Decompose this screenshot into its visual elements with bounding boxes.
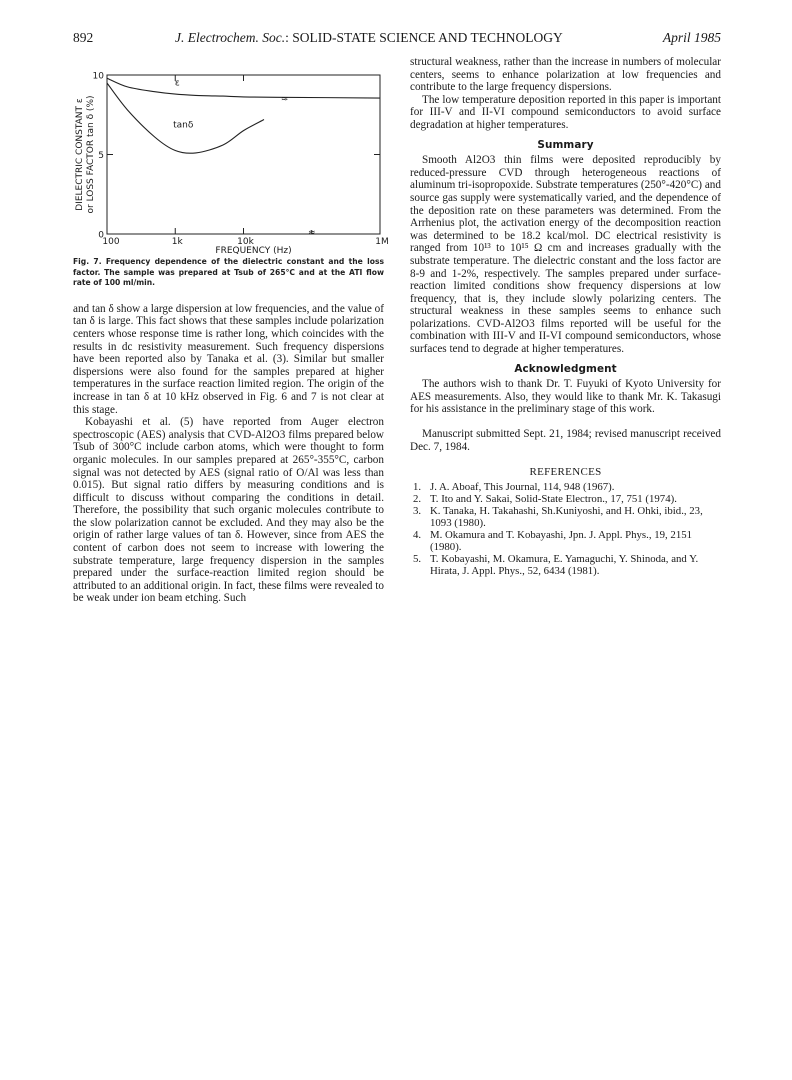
axis-break-symbol: ≈ <box>280 94 289 105</box>
page-number: 892 <box>73 30 94 45</box>
x-tick-label: 100 <box>102 237 120 247</box>
y-tick-label: 10 <box>92 71 104 82</box>
summary-text: Smooth Al2O3 thin films were deposited reproducibly by reduced-pressure CVD through heterogeneous reactions of aluminum tri-isopropoxide. Substrate temperatures (250°-420°C) and source gas supply were systematically varied, and the dependence of the deposition rate on these parameters was determined. From the Arrhenius plot, the activation energy of the decomposition reaction was determined to be 18.2 kcal/mol. DC electrical resistivity is ranged from 10¹³ to 10¹⁵ Ω cm and increases gradually with the substrate temperature. The dielectric constant and the loss factor are 8-9 and 1-2%, respectively. The samples prepared under surface-reaction limited conditions show frequency dispersions at low frequency, that is, they include slowly polarizing centers. The structural weakness in these samples seems to enhance such polarizations. CVD-Al2O3 films reported will be useful for the combination with III-V and II-VI compound semiconductors, whose surfaces tend to degrade at higher temperatures. <box>410 154 721 356</box>
intro-paragraph-1: structural weakness, rather than the increase in numbers of molecular centers, seems to enhance polarization at low frequencies and contribute to the large frequency dispersions. <box>410 56 721 94</box>
x-tick-label: 1k <box>171 237 183 247</box>
issue-date: April 1985 <box>662 30 721 45</box>
reference-text: K. Tanaka, H. Takahashi, Sh.Kuniyoshi, and H. Ohki, ibid., 23, 1093 (1980). <box>430 504 703 529</box>
reference-text: J. A. Aboaf, This Journal, 114, 948 (1967). <box>430 480 615 493</box>
plot-frame <box>107 75 380 234</box>
summary-heading: Summary <box>537 138 594 151</box>
curve-label-epsilon: ε <box>174 78 180 89</box>
acknowledgment-text: The authors wish to thank Dr. T. Fuyuki of Kyoto University for AES measurements. Also, they would like to thank Mr. K. Takasugi for his assistance in the preliminary stage of this work. <box>410 378 721 416</box>
axis-break-symbol: ≈ <box>307 228 316 238</box>
page-header <box>73 30 721 50</box>
y-axis-label-line-2: or LOSS FACTOR tan δ (%) <box>86 95 96 214</box>
reference-item <box>410 505 721 529</box>
y-tick-label: 0 <box>98 230 104 241</box>
reference-number: 1. <box>413 480 422 493</box>
figure-7 <box>73 56 389 256</box>
body-paragraph-1: and tan δ show a large dispersion at low frequencies, and the value of tan δ is large. This fact shows that these samples include polarization centers whose response time is rather long, which coincides with the results in dc resistivity measurement. Such frequency dispersions have been reported also by Tanaka et al. (3). Similar but smaller dispersions were also found for the samples prepared at higher temperatures in the surface reaction limited region. The origin of the increase in tan δ at 10 kHz observed in Fig. 6 and 7 is not clear at this stage. <box>73 302 384 416</box>
references-heading: REFERENCES <box>529 466 602 479</box>
reference-item <box>410 481 721 493</box>
figure-caption-text: Frequency dependence of the dielectric constant and the loss factor. The sample was prepared at Tsub of 265°C and at the ATI flow rate of 100 ml/min. <box>73 257 384 288</box>
intro-paragraph-2: The low temperature deposition reported in this paper is important for III-V and II-VI compound semiconductors to avoid surface degradation at higher temperatures. <box>410 93 721 131</box>
reference-text: T. Ito and Y. Sakai, Solid-State Electron., 17, 751 (1974). <box>430 492 677 505</box>
journal-title <box>175 30 563 46</box>
y-tick-label: 5 <box>98 151 104 161</box>
reference-text: M. Okamura and T. Kobayashi, Jpn. J. Appl. Phys., 19, 2151 (1980). <box>430 528 693 553</box>
series-line-epsilon <box>107 78 380 98</box>
journal-abbrev: J. Electrochem. Soc. <box>175 30 286 45</box>
frequency-dependence-chart <box>73 56 389 256</box>
x-tick-label: 10k <box>237 237 254 247</box>
reference-text: T. Kobayashi, M. Okamura, E. Yamaguchi, Y. Shinoda, and Y. Hirata, J. Appl. Phys., 52, 6434 (1981). <box>430 552 699 577</box>
y-axis-label-line-1: DIELECTRIC CONSTANT ε <box>75 98 85 211</box>
reference-list <box>410 481 721 577</box>
acknowledgment-heading: Acknowledgment <box>514 362 617 375</box>
reference-item <box>410 529 721 553</box>
x-tick-label: 1M <box>375 237 389 247</box>
reference-number: 5. <box>413 552 422 565</box>
reference-item <box>410 553 721 577</box>
reference-number: 4. <box>413 528 422 541</box>
journal-section: : SOLID-STATE SCIENCE AND TECHNOLOGY <box>285 30 563 45</box>
curve-label-tan-delta: tanδ <box>173 120 194 131</box>
right-column <box>410 56 721 577</box>
reference-number: 2. <box>413 492 422 505</box>
body-paragraph-2: Kobayashi et al. (5) have reported from Auger electron spectroscopic (AES) analysis that CVD-Al2O3 films prepared below Tsub of 300°C include carbon atoms, which were thought to form organic molecules. In our samples prepared at 265°-355°C, carbon signal was not detected by AES (signal ratio of O/Al was less than 0.015). But signal ratio differs by measuring conditions and is difficult to discuss without comparing the conditions in detail. Therefore, the possibility that such organic molecules contribute to the slow polarization cannot be excluded. And they may also be the origin of rather large values of tan δ. However, since from AES the content of carbon does not seem to increase with lowering the substrate temperature, large frequency dispersion in the samples prepared under the surface-reaction limited region should be attributed to an additional origin. In fact, these films were revealed to be weak under ion beam etching. Such <box>73 416 384 605</box>
reference-item <box>410 493 721 505</box>
reference-number: 3. <box>413 504 422 517</box>
figure-label: Fig. 7. <box>73 257 102 266</box>
figure-caption <box>73 257 384 289</box>
series-line-tan-delta <box>107 83 264 153</box>
x-axis-label: FREQUENCY (Hz) <box>215 246 292 256</box>
left-column <box>73 56 389 605</box>
manuscript-note: Manuscript submitted Sept. 21, 1984; revised manuscript received Dec. 7, 1984. <box>410 428 721 453</box>
